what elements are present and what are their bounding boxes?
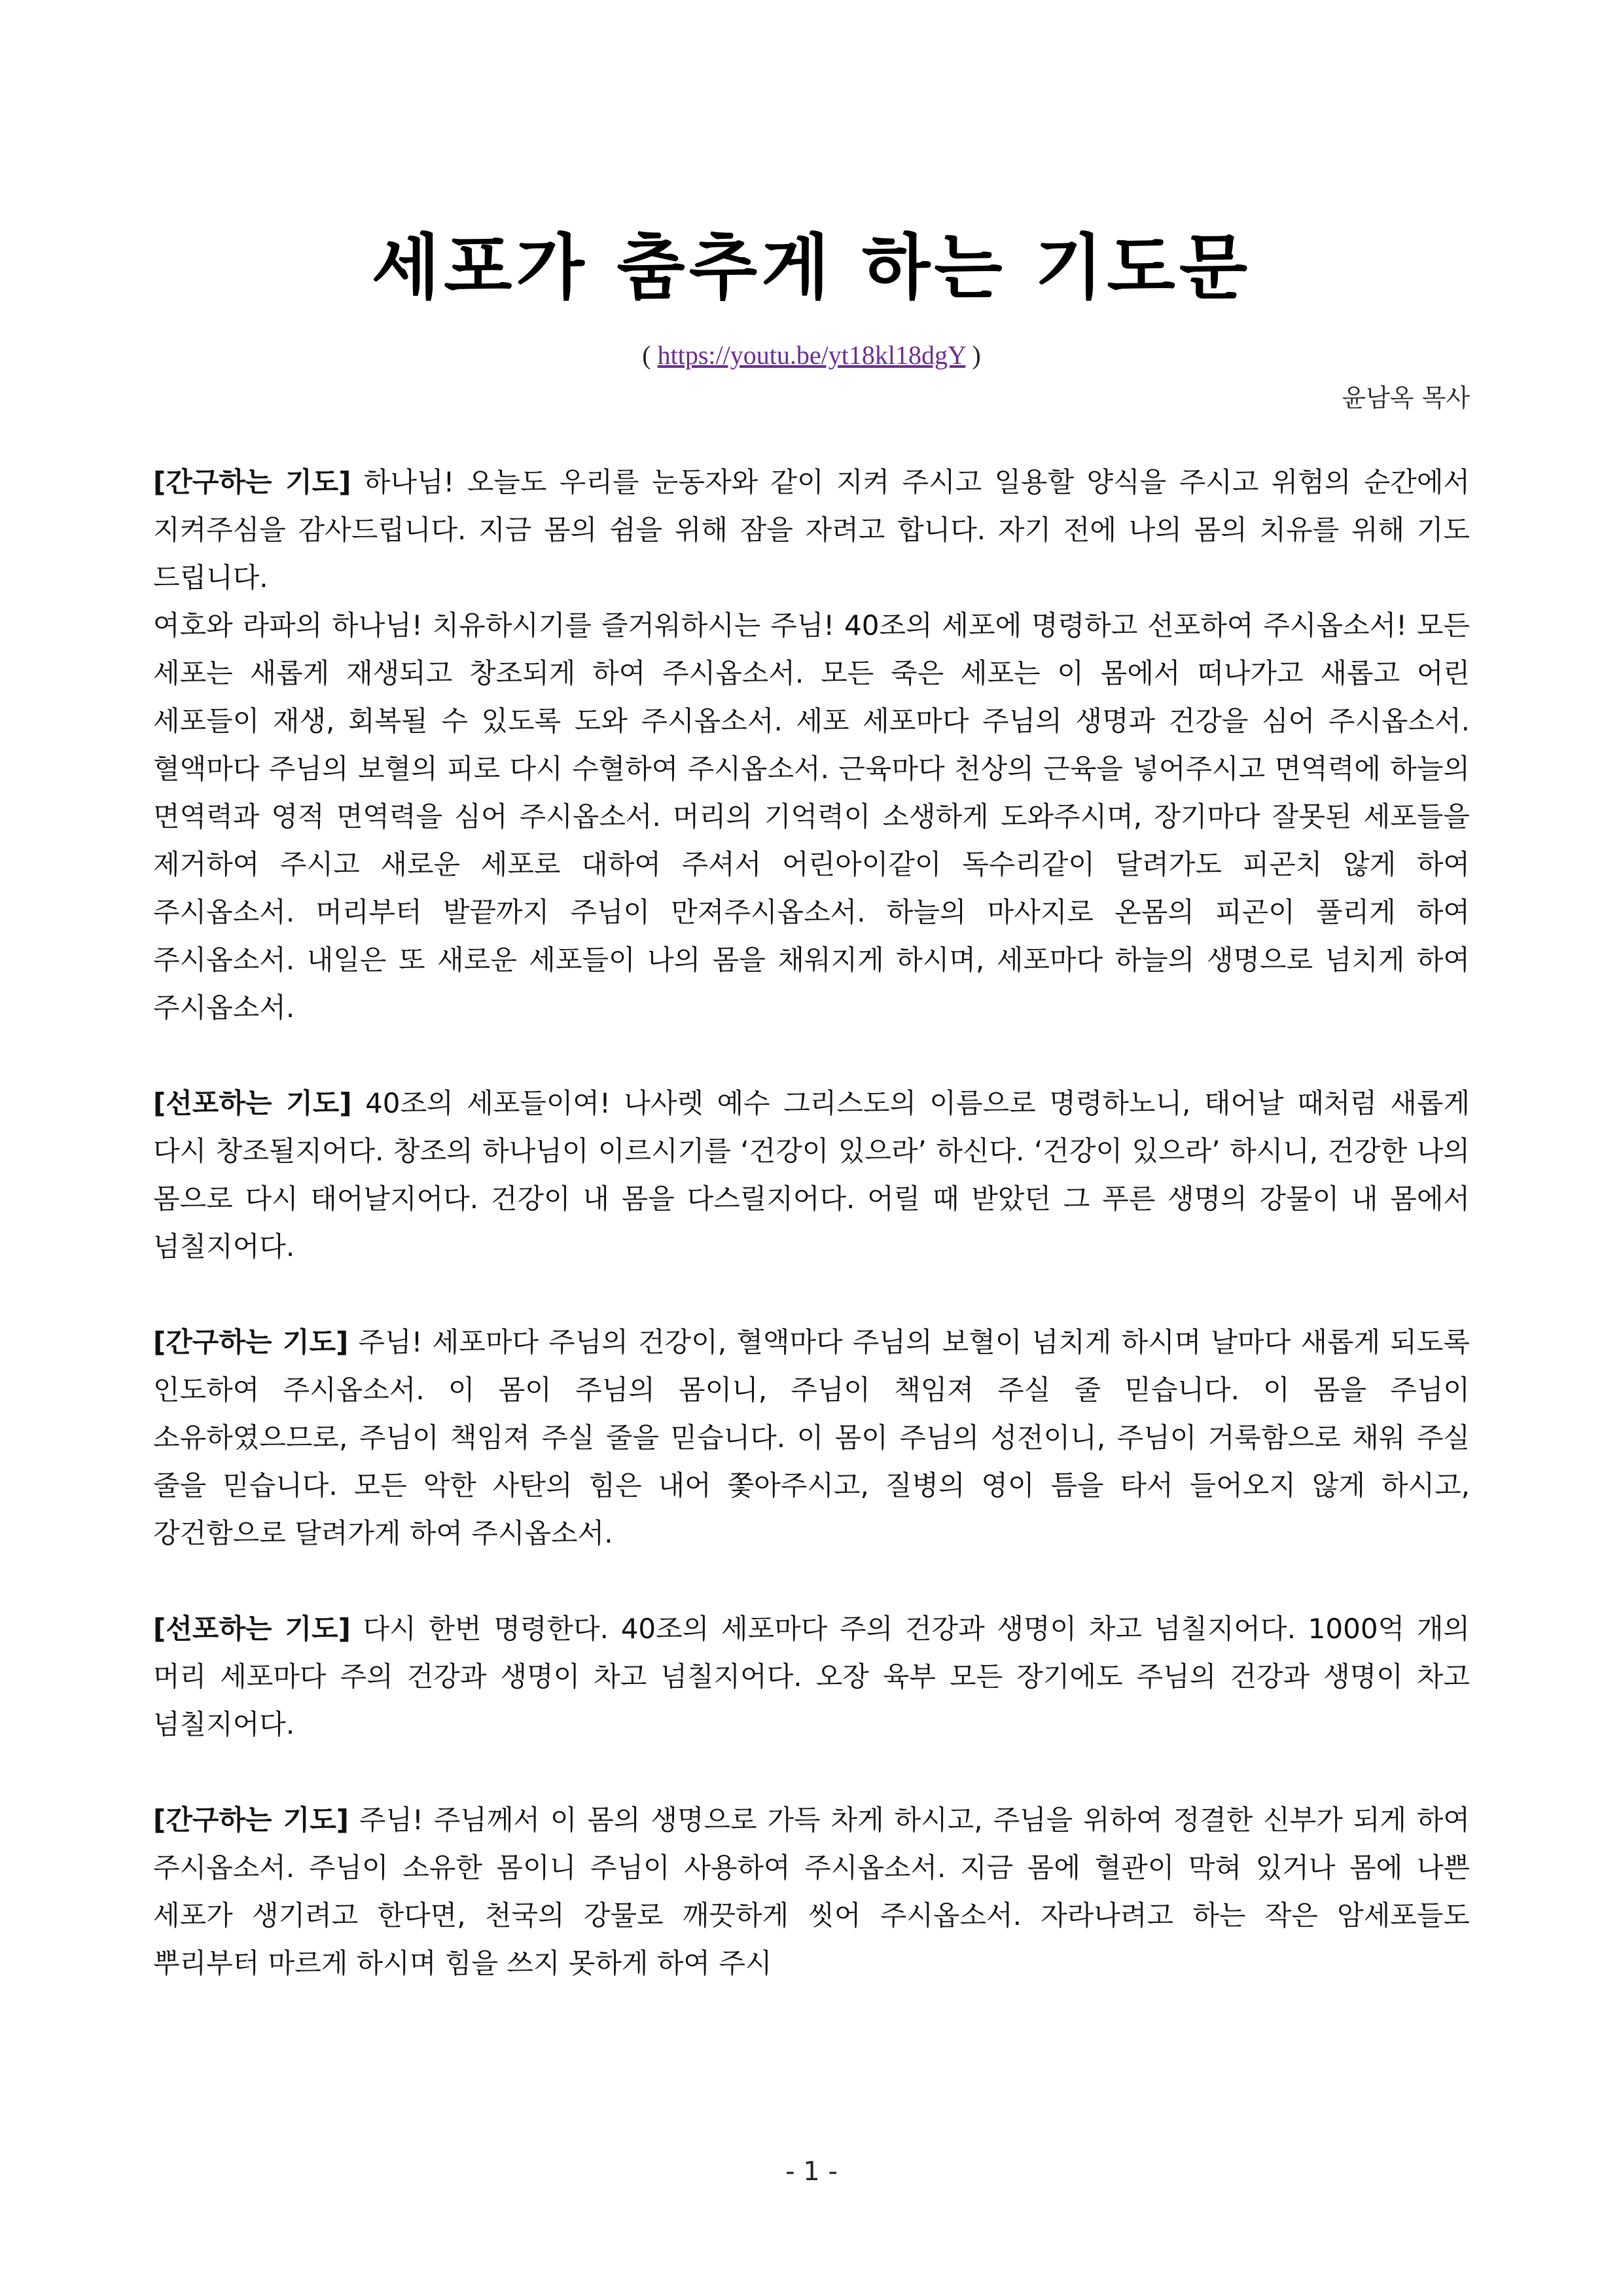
- prayer-body: [153, 458, 1470, 1987]
- paragraph-tag: [간구하는 기도]: [153, 1326, 349, 1358]
- paragraph-text: 주님! 주님께서 이 몸의 생명으로 가득 차게 하시고, 주님을 위하여 정결한 신부가 되게 하여 주시옵소서. 주님이 소유한 몸이니 주님이 사용하여 주시옵소서. 지금 몸에 혈관이 막혀 있거나 몸에 나쁜 세포가 생기려고 한다면, 천국의 강물로 깨끗하게 씻어 주시옵소서. 자라나려고 하는 작은 암세포들도 뿌리부터 마르게 하시며 힘을 쓰지 못하게 하여 주시: [153, 1804, 1470, 1979]
- source-link[interactable]: https://youtu.be/yt18kl18dgY: [657, 340, 966, 370]
- paragraph-tag: [선포하는 기도]: [153, 1087, 352, 1119]
- paragraph-5: [153, 1605, 1470, 1748]
- document-title: 세포가 춤추게 하는 기도문: [371, 227, 1252, 309]
- paragraph-tag: [선포하는 기도]: [153, 1613, 351, 1645]
- paragraph-1: [153, 458, 1470, 601]
- paragraph-6: [153, 1796, 1470, 1987]
- paragraph-4: [153, 1318, 1470, 1557]
- author: 윤남옥 목사: [1342, 384, 1470, 412]
- source-line: [0, 337, 1623, 374]
- paragraph-tag: [간구하는 기도]: [153, 1804, 349, 1836]
- paragraph-text: 40조의 세포들이여! 나사렛 예수 그리스도의 이름으로 명령하노니, 태어날 때처럼 새롭게 다시 창조될지어다. 창조의 하나님이 이르시기를 ‘건강이 있으라’ 하신다. ‘건강이 있으라’ 하시니, 건강한 나의 몸으로 다시 태어날지어다. 건강이 내 몸을 다스릴지어다. 어릴 때 받았던 그 푸른 생명의 강물이 내 몸에서 넘칠지어다.: [153, 1087, 1470, 1263]
- paragraph-text: 여호와 라파의 하나님! 치유하시기를 즐거워하시는 주님! 40조의 세포에 명령하고 선포하여 주시옵소서! 모든 세포는 새롭게 재생되고 창조되게 하여 주시옵소서. 모든 죽은 세포는 이 몸에서 떠나가고 새롭고 어린 세포들이 재생, 회복될 수 있도록 도와 주시옵소서. 세포 세포마다 주님의 생명과 건강을 심어 주시옵소서. 혈액마다 주님의 보혈의 피로 다시 수혈하여 주시옵소서. 근육마다 천상의 근육을 넣어주시고 면역력에 하늘의 면역력과 영적 면역력을 심어 주시옵소서. 머리의 기억력이 소생하게 도와주시며, 장기마다 잘못된 세포들을 제거하여 주시고 새로운 세포로 대하여 주셔서 어린아이같이 독수리같이 달려가도 피곤치 않게 하여 주시옵소서. 머리부터 발끝까지 주님이 만져주시옵소서. 하늘의 마사지로 온몸의 피곤이 풀리게 하여 주시옵소서. 내일은 또 새로운 세포들이 나의 몸을 채워지게 하시며, 세포마다 하늘의 생명으로 넘치게 하여 주시옵소서.: [153, 609, 1470, 1024]
- source-open-paren: (: [642, 340, 651, 370]
- page-number: - 1 -: [785, 2157, 838, 2187]
- paragraph-2: [153, 601, 1470, 1031]
- paragraph-tag: [간구하는 기도]: [153, 466, 351, 498]
- paragraph-3: [153, 1079, 1470, 1270]
- source-close-paren: ): [972, 340, 981, 370]
- paragraph-text: 주님! 세포마다 주님의 건강이, 혈액마다 주님의 보혈이 넘치게 하시며 날마다 새롭게 되도록 인도하여 주시옵소서. 이 몸이 주님의 몸이니, 주님이 책임져 주실 줄 믿습니다. 이 몸을 주님이 소유하였으므로, 주님이 책임져 주실 줄을 믿습니다. 이 몸이 주님의 성전이니, 주님이 거룩함으로 채워 주실 줄을 믿습니다. 모든 악한 사탄의 힘은 내어 쫓아주시고, 질병의 영이 틈을 타서 들어오지 않게 하시고, 강건함으로 달려가게 하여 주시옵소서.: [153, 1326, 1470, 1549]
- paragraph-text: 다시 한번 명령한다. 40조의 세포마다 주의 건강과 생명이 차고 넘칠지어다. 1000억 개의 머리 세포마다 주의 건강과 생명이 차고 넘칠지어다. 오장 육부 모든 장기에도 주님의 건강과 생명이 차고 넘칠지어다.: [153, 1613, 1471, 1740]
- paragraph-text: 하나님! 오늘도 우리를 눈동자와 같이 지켜 주시고 일용할 양식을 주시고 위험의 순간에서 지켜주심을 감사드립니다. 지금 몸의 쉼을 위해 잠을 자려고 합니다. 자기 전에 나의 몸의 치유를 위해 기도 드립니다.: [153, 466, 1471, 594]
